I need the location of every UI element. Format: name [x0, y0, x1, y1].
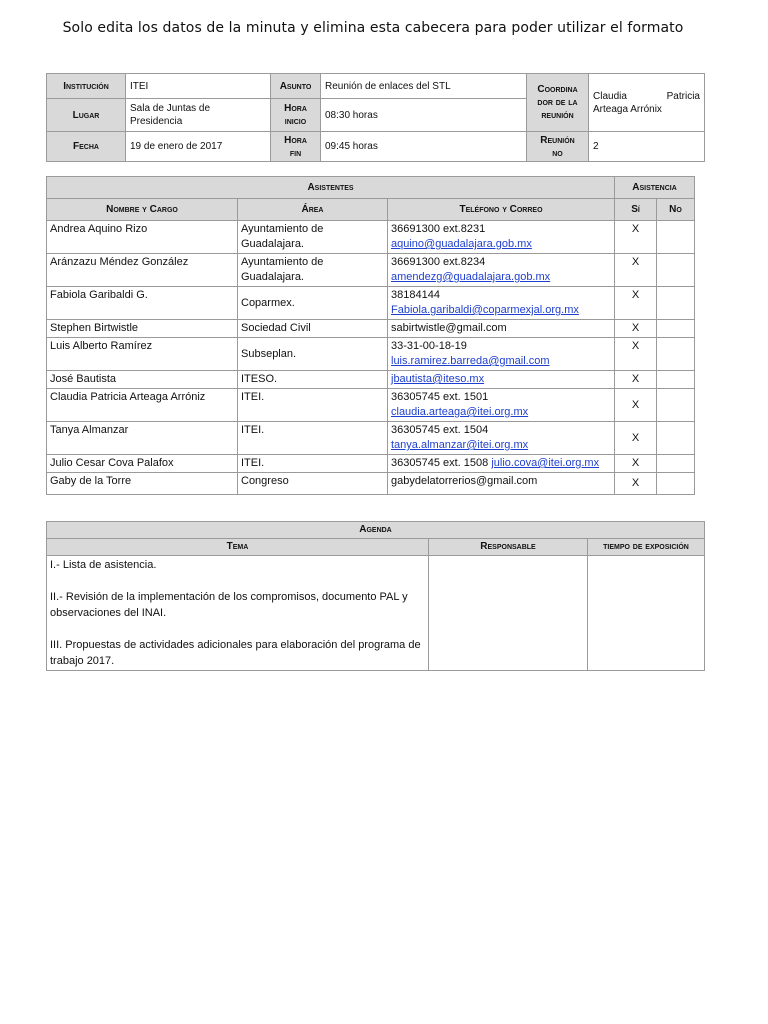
- table-row: [47, 221, 695, 254]
- coordinador-value: Claudia Patricia Arteaga Arrónix: [589, 74, 705, 132]
- table-row: [47, 371, 695, 389]
- attendance-si: X: [615, 338, 657, 371]
- attendance-no: [657, 455, 695, 473]
- attendee-name: Julio Cesar Cova Palafox: [47, 455, 238, 473]
- attendee-contact: gabydelatorrerios@gmail.com: [388, 473, 615, 495]
- hora-fin-value: 09:45 horas: [321, 132, 527, 162]
- agenda-items: [47, 556, 429, 671]
- attendee-contact: 36305745 ext. 1501 claudia.arteaga@itei.org.mx: [388, 389, 615, 422]
- email-link[interactable]: julio.cova@itei.org.mx: [491, 457, 600, 469]
- table-row: [47, 287, 695, 320]
- attendance-si: X: [615, 254, 657, 287]
- col-nombre: Nombre y Cargo: [47, 199, 238, 221]
- table-row: [47, 455, 695, 473]
- agenda-item: II.- Revisión de la implementación de los compromisos, documento PAL y observaciones del INAI.: [50, 591, 408, 619]
- attendee-area: ITEI.: [238, 455, 388, 473]
- attendance-si: X: [615, 389, 657, 422]
- agenda-item: III. Propuestas de actividades adicionales para elaboración del programa de trabajo 2017.: [50, 639, 421, 667]
- attendance-no: [657, 473, 695, 495]
- reunion-no-label: Reunión no: [527, 132, 589, 162]
- attendance-si: X: [615, 371, 657, 389]
- email-link[interactable]: jbautista@iteso.mx: [391, 373, 485, 385]
- attendance-no: [657, 389, 695, 422]
- attendee-name: Luis Alberto Ramírez: [47, 338, 238, 371]
- table-row: [47, 338, 695, 371]
- hora-fin-label: Hora fin: [271, 132, 321, 162]
- attendance-si: X: [615, 287, 657, 320]
- attendee-area: Congreso: [238, 473, 388, 495]
- col-tema: Tema: [47, 539, 429, 556]
- lugar-label: Lugar: [47, 99, 126, 132]
- attendance-no: [657, 254, 695, 287]
- attendance-no: [657, 371, 695, 389]
- col-responsable: Responsable: [429, 539, 588, 556]
- attendance-si: X: [615, 422, 657, 455]
- attendee-contact: 38184144 Fabiola.garibaldi@coparmexjal.org.mx: [388, 287, 615, 320]
- asistentes-title: Asistentes: [47, 177, 615, 199]
- fecha-label: Fecha: [47, 132, 126, 162]
- agenda-title: Agenda: [47, 522, 705, 539]
- attendee-area: Ayuntamiento de Guadalajara.: [238, 254, 388, 287]
- email-link[interactable]: Fabiola.garibaldi@coparmexjal.org.mx: [391, 304, 579, 316]
- agenda-tiempo-cell: [588, 556, 705, 671]
- attendee-name: Gaby de la Torre: [47, 473, 238, 495]
- table-row: [47, 473, 695, 495]
- attendance-si: X: [615, 455, 657, 473]
- attendee-name: Claudia Patricia Arteaga Arróniz: [47, 389, 238, 422]
- email-link[interactable]: aquino@guadalajara.gob.mx: [391, 238, 532, 250]
- attendee-area: Coparmex.: [238, 287, 388, 320]
- attendee-contact: 36305745 ext. 1508 julio.cova@itei.org.mx: [388, 455, 615, 473]
- attendee-area: ITEI.: [238, 389, 388, 422]
- attendance-si: X: [615, 320, 657, 338]
- attendee-contact: 36691300 ext.8234 amendezg@guadalajara.gob.mx: [388, 254, 615, 287]
- hora-inicio-label: Hora inicio: [271, 99, 321, 132]
- lugar-value: Sala de Juntas de Presidencia: [126, 99, 271, 132]
- attendee-contact: sabirtwistle@gmail.com: [388, 320, 615, 338]
- attendance-no: [657, 320, 695, 338]
- attendee-name: Andrea Aquino Rizo: [47, 221, 238, 254]
- asistencia-title: Asistencia: [615, 177, 695, 199]
- email-link[interactable]: tanya.almanzar@itei.org.mx: [391, 439, 529, 451]
- attendee-name: Tanya Almanzar: [47, 422, 238, 455]
- table-row: [47, 422, 695, 455]
- email-link[interactable]: claudia.arteaga@itei.org.mx: [391, 406, 529, 418]
- attendee-area: Sociedad Civil: [238, 320, 388, 338]
- coordinador-label: Coordina dor de la reunión: [527, 74, 589, 132]
- institucion-value: ITEI: [126, 74, 271, 99]
- attendance-table: [46, 176, 695, 495]
- attendance-no: [657, 221, 695, 254]
- attendee-area: Ayuntamiento de Guadalajara.: [238, 221, 388, 254]
- asunto-value: Reunión de enlaces del STL: [321, 74, 527, 99]
- attendee-area: ITESO.: [238, 371, 388, 389]
- col-contacto: Teléfono y Correo: [388, 199, 615, 221]
- email-link[interactable]: luis.ramirez.barreda@gmail.com: [391, 355, 550, 367]
- meeting-info-table: [46, 73, 705, 162]
- attendee-area: ITEI.: [238, 422, 388, 455]
- attendance-no: [657, 287, 695, 320]
- attendee-area: Subseplan.: [238, 338, 388, 371]
- table-row: [47, 320, 695, 338]
- attendance-no: [657, 422, 695, 455]
- attendance-si: X: [615, 473, 657, 495]
- attendee-name: Fabiola Garibaldi G.: [47, 287, 238, 320]
- attendance-no: [657, 338, 695, 371]
- col-si: Sí: [615, 199, 657, 221]
- header-note: Solo edita los datos de la minuta y elimina esta cabecera para poder utilizar el formato: [62, 20, 684, 36]
- attendee-contact: 36305745 ext. 1504 tanya.almanzar@itei.org.mx: [388, 422, 615, 455]
- attendee-name: Stephen Birtwistle: [47, 320, 238, 338]
- email-link[interactable]: amendezg@guadalajara.gob.mx: [391, 271, 551, 283]
- hora-inicio-value: 08:30 horas: [321, 99, 527, 132]
- table-row: [47, 389, 695, 422]
- col-area: Área: [238, 199, 388, 221]
- fecha-value: 19 de enero de 2017: [126, 132, 271, 162]
- agenda-responsable-cell: [429, 556, 588, 671]
- agenda-item: I.- Lista de asistencia.: [50, 559, 157, 571]
- asunto-label: Asunto: [271, 74, 321, 99]
- table-row: [47, 254, 695, 287]
- reunion-no-value: 2: [589, 132, 705, 162]
- col-tiempo: tiempo de exposición: [588, 539, 705, 556]
- attendee-contact: [388, 371, 615, 389]
- col-no: No: [657, 199, 695, 221]
- attendee-contact: 33-31-00-18-19 luis.ramirez.barreda@gmail.com: [388, 338, 615, 371]
- agenda-table: [46, 521, 705, 671]
- institucion-label: Institución: [47, 74, 126, 99]
- attendee-contact: 36691300 ext.8231 aquino@guadalajara.gob.mx: [388, 221, 615, 254]
- attendee-name: Aránzazu Méndez González: [47, 254, 238, 287]
- attendee-name: José Bautista: [47, 371, 238, 389]
- attendance-si: X: [615, 221, 657, 254]
